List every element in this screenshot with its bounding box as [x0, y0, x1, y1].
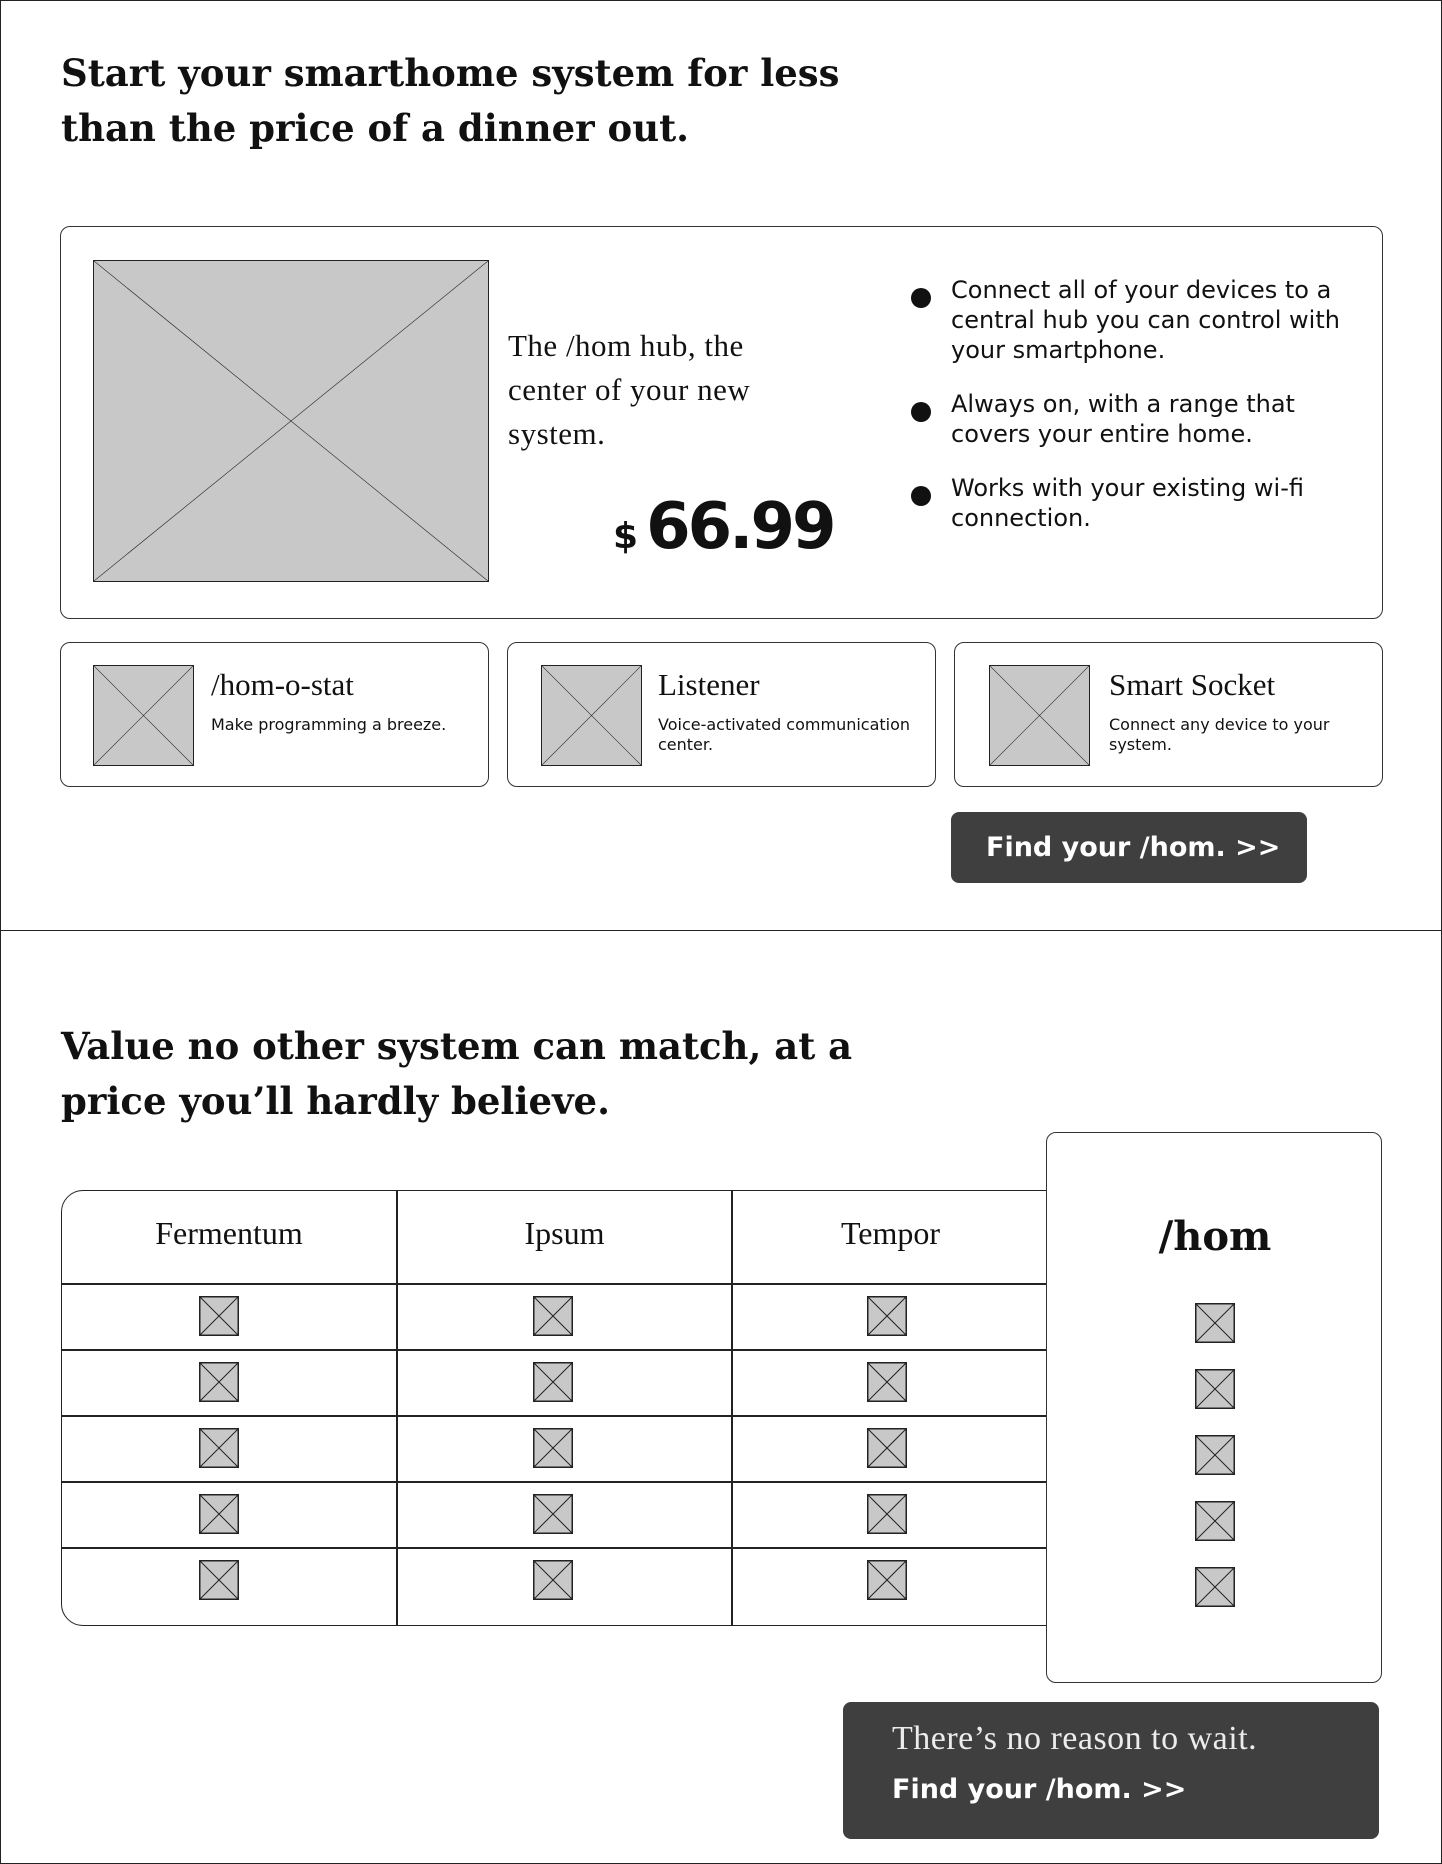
feature-cell-icon — [199, 1494, 239, 1534]
product-desc — [1109, 715, 1369, 755]
product-card-hom-o-stat[interactable] — [60, 642, 489, 787]
row-divider — [62, 1481, 1047, 1483]
hub-feature-2-line1: Always on, with a range that — [951, 390, 1295, 418]
hub-description — [508, 324, 828, 456]
column-header-tempor: Tempor — [840, 1215, 941, 1251]
product-desc-line2: system. — [1109, 735, 1172, 754]
row-divider — [62, 1547, 1047, 1549]
column-divider — [396, 1191, 398, 1626]
feature-cell-icon — [867, 1494, 907, 1534]
price-value: 66.99 — [646, 490, 834, 564]
row-divider — [62, 1283, 1047, 1285]
hub-card — [60, 226, 1383, 619]
column-header-ipsum: Ipsum — [524, 1215, 605, 1251]
hub-feature-1 — [911, 275, 1361, 365]
product-desc-line1: Connect any device to your — [1109, 715, 1330, 734]
feature-cell-icon — [867, 1296, 907, 1336]
hub-feature-1-line2: central hub you can control with — [951, 306, 1340, 334]
cta-teaser-text: There’s no reason to wait. — [892, 1720, 1258, 1757]
hom-feature-cell-icon — [1195, 1303, 1235, 1343]
comparison-table — [61, 1190, 1047, 1626]
hom-feature-cell-icon — [1195, 1369, 1235, 1409]
section-divider — [0, 930, 1442, 931]
feature-cell-icon — [867, 1428, 907, 1468]
hub-feature-3 — [911, 473, 1361, 533]
product-name: /hom-o-stat — [211, 667, 354, 702]
image-placeholder-icon — [93, 260, 489, 582]
section1-headline-line1: Start your smarthome system for less — [61, 51, 840, 95]
row-divider — [62, 1349, 1047, 1351]
find-your-hom-button-label: Find your /hom. >> — [986, 832, 1281, 863]
final-cta-button-label: Find your /hom. >> — [892, 1774, 1187, 1805]
column-header-fermentum: Fermentum — [155, 1215, 303, 1251]
bullet-icon — [911, 402, 931, 422]
hub-feature-3-line1: Works with your existing wi-fi — [951, 474, 1304, 502]
hub-feature-1-line1: Connect all of your devices to a — [951, 276, 1332, 304]
product-card-listener[interactable] — [507, 642, 936, 787]
hub-feature-3-line2: connection. — [951, 504, 1091, 532]
feature-cell-icon — [533, 1428, 573, 1468]
image-placeholder-icon — [541, 665, 642, 766]
hub-description-line2: center of your new — [508, 372, 751, 407]
image-placeholder-icon — [93, 665, 194, 766]
hub-feature-list — [911, 275, 1361, 533]
feature-cell-icon — [199, 1362, 239, 1402]
hom-feature-cell-icon — [1195, 1501, 1235, 1541]
hub-price — [613, 490, 834, 564]
hub-feature-2-line2: covers your entire home. — [951, 420, 1253, 448]
hub-description-line3: system. — [508, 416, 606, 451]
section2-headline-line1: Value no other system can match, at a — [61, 1024, 853, 1068]
hom-highlight-column — [1046, 1132, 1382, 1683]
feature-cell-icon — [199, 1560, 239, 1600]
section2-headline-line2: price you’ll hardly believe. — [61, 1079, 610, 1123]
find-your-hom-button[interactable] — [951, 812, 1307, 883]
bullet-icon — [911, 486, 931, 506]
product-card-smart-socket[interactable] — [954, 642, 1383, 787]
product-desc-line1: Make programming a breeze. — [211, 715, 447, 734]
section1-headline-line2: than the price of a dinner out. — [61, 106, 690, 150]
image-placeholder-icon — [989, 665, 1090, 766]
hub-description-line1: The /hom hub, the — [508, 328, 744, 363]
hom-column-header: /hom — [1158, 1213, 1272, 1260]
bullet-icon — [911, 288, 931, 308]
feature-cell-icon — [867, 1560, 907, 1600]
feature-cell-icon — [533, 1560, 573, 1600]
product-name: Smart Socket — [1109, 667, 1276, 702]
final-cta-button[interactable] — [843, 1702, 1379, 1839]
hub-feature-1-line3: your smartphone. — [951, 336, 1166, 364]
column-divider — [731, 1191, 733, 1626]
section1-headline — [61, 46, 921, 156]
feature-cell-icon — [533, 1296, 573, 1336]
row-divider — [62, 1415, 1047, 1417]
feature-cell-icon — [867, 1362, 907, 1402]
section2-headline — [61, 1019, 961, 1129]
feature-cell-icon — [533, 1362, 573, 1402]
feature-cell-icon — [199, 1428, 239, 1468]
product-desc-line1: Voice-activated communication — [658, 715, 911, 734]
feature-cell-icon — [199, 1296, 239, 1336]
product-desc-line2: center. — [658, 735, 714, 754]
product-name: Listener — [658, 667, 760, 702]
hub-feature-2 — [911, 389, 1361, 449]
hom-feature-cell-icon — [1195, 1435, 1235, 1475]
product-desc — [211, 715, 471, 735]
hom-feature-cell-icon — [1195, 1567, 1235, 1607]
product-desc — [658, 715, 928, 755]
price-currency: $ — [613, 516, 639, 557]
feature-cell-icon — [533, 1494, 573, 1534]
